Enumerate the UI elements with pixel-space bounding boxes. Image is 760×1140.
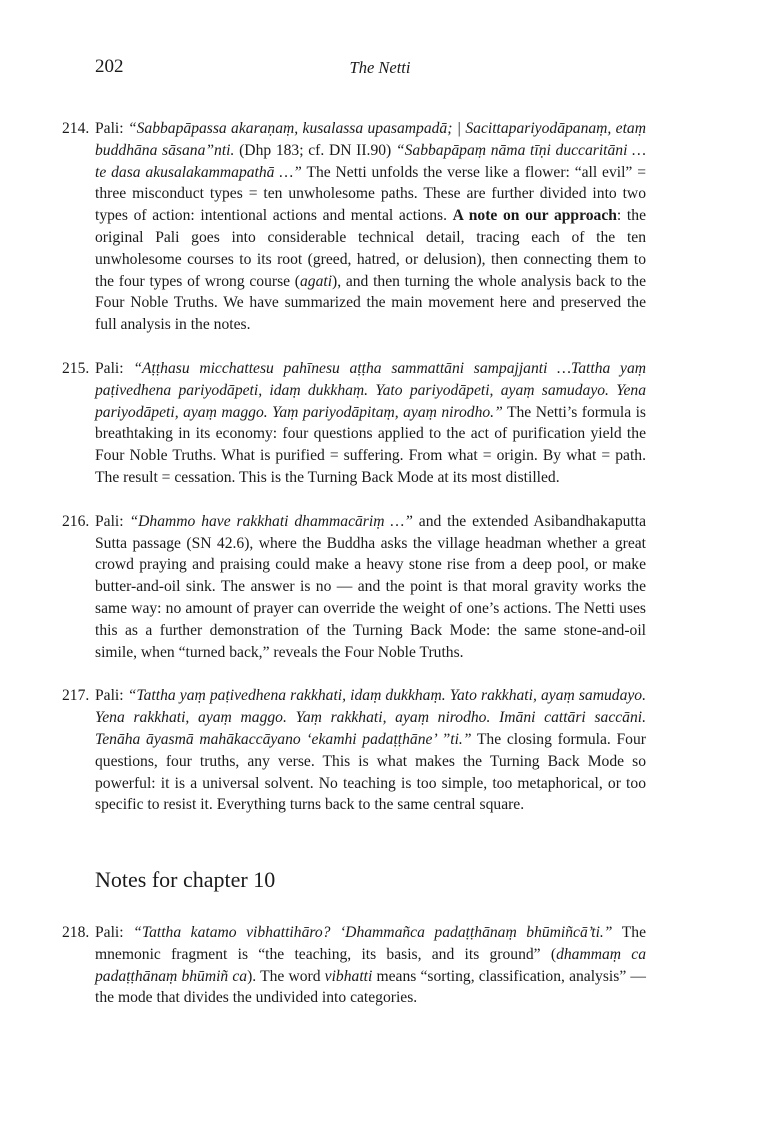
- note-prefix: Pali:: [95, 687, 124, 705]
- note-text: ), and then turning the whole analysis back to the Four Noble Truths. We have summarized the main movement here and preserved the full analysis in the notes.: [95, 272, 646, 334]
- note-text: The mnemonic fragment is “the teaching, its basis, and its ground” (: [95, 924, 647, 963]
- citation: (Dhp 183; cf. DN II.90): [239, 141, 392, 159]
- pali-quote: “Aṭṭhasu micchattesu pahīnesu aṭṭha sammattāni sampajjanti …Tattha yaṃ paṭivedhena pariyodāpeti, idaṃ dukkhaṃ. Yato pariyodāpeti, ayaṃ samudayo. Yena pariyodāpeti, ayaṃ maggo. Yaṃ pariyodāpitaṃ, ayaṃ nirodho.”: [95, 359, 647, 421]
- pali-quote: “Dhammo have rakkhati dhammacāriṃ …”: [129, 512, 413, 530]
- note-prefix: Pali:: [95, 120, 124, 137]
- note-number: 216.: [62, 512, 90, 530]
- note-number: 214.: [62, 120, 90, 137]
- chapter-10-notes-list: [62, 922, 646, 1031]
- endnote-216: [62, 511, 646, 664]
- pali-term: vibhatti: [324, 967, 373, 985]
- endnote-214: [62, 118, 646, 336]
- note-prefix: Pali:: [95, 924, 124, 941]
- note-number: 217.: [62, 687, 90, 705]
- note-number: 215.: [62, 359, 90, 377]
- note-text: The closing formula. Four questions, four truths, any verse. This is what makes the Turning Back Mode so powerful: it is a universal solvent. No teaching is too simple, too metaphorical, or too specific to resist it. Everything turns back to the same central square.: [95, 730, 646, 814]
- endnote-215: [62, 358, 646, 489]
- pali-term: agati: [299, 272, 333, 290]
- endnote-218: [62, 922, 646, 1009]
- note-prefix: Pali:: [95, 512, 124, 530]
- endnotes-list: [62, 118, 646, 838]
- note-prefix: Pali:: [95, 359, 124, 377]
- note-emphasis: A note on our approach: [452, 207, 617, 225]
- page-number: 202: [95, 56, 124, 77]
- note-text: : the original Pali goes into considerable technical detail, tracing each of the ten unwholesome courses to its root (greed, hatred, or delusion), then connecting them to the four types of wrong course (: [95, 207, 646, 290]
- pali-quote: “Sabbapāpaṃ nāma tīṇi duccaritāni …te dasa akusalakammapathā …”: [95, 141, 646, 181]
- note-text: ). The word: [247, 967, 321, 985]
- note-text: The Netti unfolds the verse like a flower: “all evil” = three misconduct types = ten unwholesome paths. These are further divided into two types of action: intentional actions and mental actions.: [95, 163, 646, 225]
- pali-term: dhammaṃ ca padaṭṭhānaṃ bhūmiñ ca: [95, 945, 647, 985]
- section-heading: Notes for chapter 10: [95, 867, 276, 892]
- running-title: The Netti: [349, 58, 411, 77]
- note-text: and the extended Asibandhakaputta Sutta passage (SN 42.6), where the Buddha asks the village headman whether a great crowd praying and praising could make a heavy stone rise from a deep pool, or make butter-and-oil sink. The answer is no — and the point is that moral gravity works the same way: no amount of prayer can override the weight of one’s actions. The Netti uses this as a further demonstration of the Turning Back Mode: the same stone-and-oil simile, when “turned back,” reveals the Four Noble Truths.: [95, 512, 646, 661]
- pali-quote: “Sabbapāpassa akaraṇaṃ, kusalassa upasampadā; | Sacittapariyodāpanaṃ, etaṃ buddhāna sāsana”nti.: [95, 120, 646, 159]
- endnote-217: [62, 685, 646, 816]
- note-text: means “sorting, classification, analysis” — the mode that divides the undivided into categories.: [95, 967, 646, 1007]
- note-number: 218.: [62, 924, 90, 941]
- pali-quote: “Tattha katamo vibhattihāro? ‘Dhammañca padaṭṭhānaṃ bhūmiñcā’ti.”: [133, 924, 613, 941]
- pali-quote: “Tattha yaṃ paṭivedhena rakkhati, idaṃ dukkhaṃ. Yato rakkhati, ayaṃ samudayo. Yena rakkhati, ayaṃ maggo. Yaṃ rakkhati, ayaṃ nirodho. Imāni cattāri saccāni. Tenāha āyasmā mahākaccāyano ‘ekamhi padaṭṭhāne’ ”ti.”: [95, 687, 646, 748]
- note-text: The Netti’s formula is breathtaking in its economy: four questions applied to the act of purification yield the Four Noble Truths. What is purified = suffering. From what = origin. By what = path. The result = cessation. This is the Turning Back Mode at its most distilled.: [95, 403, 646, 486]
